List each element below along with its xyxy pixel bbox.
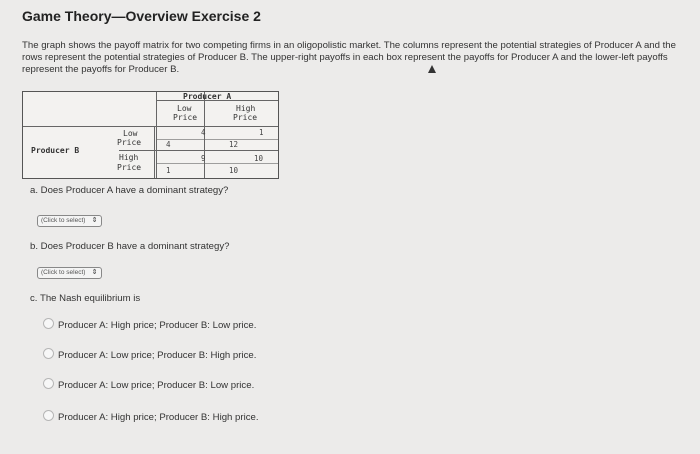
select-arrows-icon: ⇕ [91, 269, 98, 276]
radio-button-icon[interactable] [43, 410, 54, 421]
question-b-select[interactable] [37, 267, 102, 279]
payoff-a-low-high: 1 [259, 128, 264, 137]
col-player-label: Producer A [183, 92, 232, 101]
payoff-b-high-low: 1 [166, 166, 171, 175]
mouse-cursor-icon [428, 65, 436, 73]
radio-button-icon[interactable] [43, 318, 54, 329]
question-b: b. Does Producer B have a dominant strategy? [30, 241, 230, 252]
payoff-matrix [22, 91, 279, 179]
col-low-line1: Low [177, 104, 192, 113]
nash-option-3[interactable] [43, 378, 254, 391]
col-low-line2: Price [173, 113, 198, 122]
row-high-line1: High [119, 153, 139, 162]
payoff-b-low-high: 12 [229, 140, 239, 149]
nash-option-2-label: Producer A: Low price; Producer B: High price. [58, 350, 257, 361]
intro-text: The graph shows the payoff matrix for two competing firms in an oligopolistic market. The columns represent the potential strategies of Producer A and the rows represent the potential strategies of Producer B. The upper-right payoffs in each box represent the payoffs for Producer A and the lower-left payoffs represent the payoffs for Producer B. [22, 40, 676, 75]
payoff-b-low-low: 4 [166, 140, 171, 149]
question-a-select-label: (Click to select) [41, 217, 86, 224]
col-high-line2: Price [233, 113, 258, 122]
nash-option-1-label: Producer A: High price; Producer B: Low price. [58, 320, 257, 331]
nash-option-4[interactable] [43, 410, 259, 423]
nash-option-3-label: Producer A: Low price; Producer B: Low price. [58, 380, 255, 391]
page-title: Game Theory—Overview Exercise 2 [22, 8, 261, 24]
col-high-line1: High [236, 104, 256, 113]
payoff-a-low-low: 4 [201, 128, 206, 137]
payoff-b-high-high: 10 [229, 166, 239, 175]
question-b-select-label: (Click to select) [41, 269, 86, 276]
row-high-line2: Price [117, 163, 142, 172]
row-player-label: Producer B [31, 146, 80, 155]
row-low-line2: Price [117, 138, 142, 147]
question-c: c. The Nash equilibrium is [30, 293, 141, 304]
question-a-select[interactable] [37, 215, 102, 227]
payoff-a-high-high: 10 [254, 154, 264, 163]
select-arrows-icon: ⇕ [91, 217, 98, 224]
radio-button-icon[interactable] [43, 348, 54, 359]
nash-option-1[interactable] [43, 318, 256, 331]
payoff-a-high-low: 9 [201, 154, 206, 163]
question-a: a. Does Producer A have a dominant strategy? [30, 185, 229, 196]
radio-button-icon[interactable] [43, 378, 54, 389]
row-low-line1: Low [123, 129, 138, 138]
nash-option-4-label: Producer A: High price; Producer B: High price. [58, 412, 259, 423]
nash-option-2[interactable] [43, 348, 256, 361]
